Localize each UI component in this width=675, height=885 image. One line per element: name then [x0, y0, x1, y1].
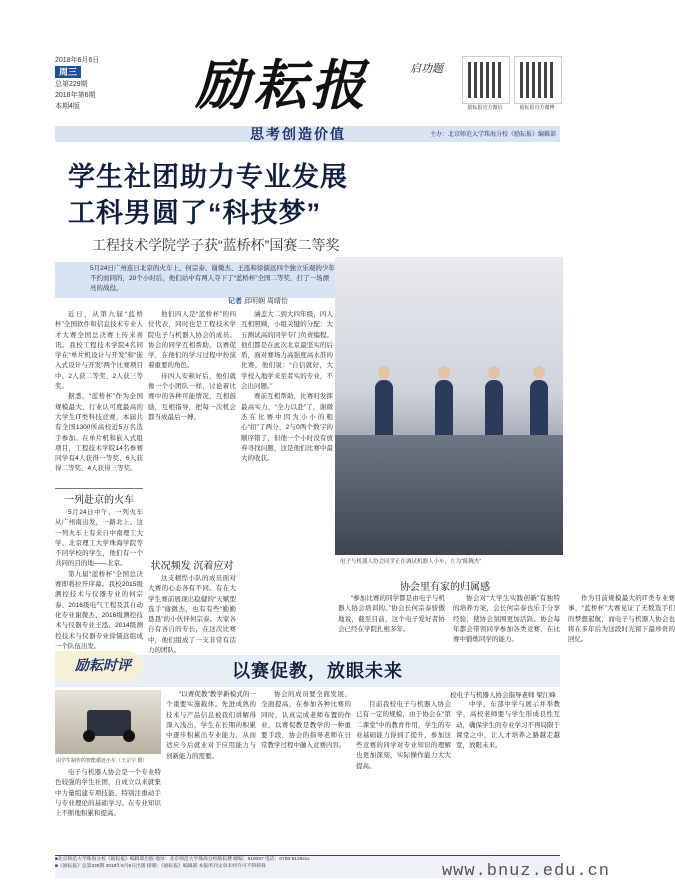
byline [228, 296, 288, 306]
paragraph: 近日，从第九届“蓝桥杯”全国软件和信息技术专业人才大赛全国总决赛上传来喜讯。我校工程技术学院4名同学在“单片机设计与开发”和“嵌入式设计与开发”两个比赛项目中，2人获二等奖、2人获三等奖。 [55, 311, 143, 391]
logo-signature: 启功题 [410, 62, 443, 75]
issue-date: 2018年6月6日 [55, 57, 100, 64]
subhead-belonging: 协会里有家的归属感 [400, 582, 490, 593]
headline-line-2: 工科男圆了“科技梦” [68, 198, 321, 228]
section2-col-5 [456, 700, 560, 850]
paragraph: 协会的成员要全面发展、全面提高，在参加各种比赛的同时，认真完成老师布置的作业，以赛促教是教学的一种重要手段，协会的指导老师在日常教学过程中融入竞赛内容。 [261, 691, 351, 750]
paragraph: 据悉，“蓝桥杯”作为全国规模最大、行业认可度最高的大学生IT类科技竞赛，本届共有全国1300所高校近5万名选手参加。在单片机和嵌入式组项目，工程技术学院14名参赛同学有4人获得一等奖、6人获得二等奖、4人获得三等奖。 [55, 393, 143, 473]
headline-line-1: 学生社团助力专业发展 [68, 162, 348, 192]
headline-subtitle: 工程技术学院学子获“蓝桥杯”国赛二等奖 [92, 237, 340, 253]
paragraph: 待四人安顿好后，他们就像一个小团队一样，讨论着比赛中的各种可能情况，互相鼓励，互相指导，把每一次机会都当成最后一搏。 [148, 372, 236, 421]
paragraph: 赛前互相帮助，比赛时发挥最高实力，“全力以赴”了，谢微杰在比赛中因为小小的粗心“扣”了两分，2与0两个数字的顺序错了，但他一个小时没有放弃寻找问题，这是他们比赛中最大的收获。 [241, 393, 333, 463]
section2-col-1 [55, 768, 161, 850]
article-col-1 [55, 310, 143, 480]
issue-pages: 本期4版 [55, 103, 80, 110]
article-col-2b [148, 574, 236, 655]
section2-col-4 [356, 700, 451, 850]
paragraph: “参加比赛的同学都是由电子与机器人协会培训的。”协会长何宗泰骄傲地说，截至目前，这个电子爱好者协会已经在学院扎根多年。 [338, 595, 445, 633]
section-headline: 以赛促教，放眼未来 [232, 661, 403, 682]
article-col-1b [55, 508, 143, 648]
qr-code-weibo[interactable] [514, 56, 562, 104]
footer-line-2: ■《励耘报》总第229期 2018年6月6日出版 排版：《励耘报》编辑部 本报所刊文章未经许可不得转载 [55, 864, 266, 869]
qr-caption-weibo: 励耘报官方微博 [519, 105, 555, 111]
subhead-calm: 状况频发 沉着应对 [150, 561, 234, 572]
newspaper-logo: 励耘报 [195, 53, 369, 117]
qr-code-wechat[interactable] [462, 56, 510, 104]
paragraph: 作为目前规模最大的IT类专业赛事，“蓝桥杯”大赛见证了无数选手们的梦想起航，而电子与机器人协会也将在多年后为这段时光留下最珍贵的回忆。 [568, 595, 675, 644]
robot-photo-caption: 由学生制作的智能循迹小车（王宗宇 摄） [56, 758, 148, 764]
watermark: www.bnuz.edu.cn [441, 862, 610, 881]
author-label: 校电子与机器人协会指导老师 梁江峰 [450, 692, 556, 699]
slogan: 思考创造价值 [250, 127, 346, 143]
paragraph: 电子与机器人协会是一个专业特色较强的学生社团，自成立以来就集中力量组建专项技能、特别注重动手与专业理论的基础学习。在专业知识上不断地积累和提高。 [55, 769, 161, 818]
robot-photo [55, 690, 161, 754]
lead-text: 5月24日广州连日北京的火车上，何宗泰、谢微杰、王泓和徐儒远四个独立乐观的少年不约而同的，20个小时后，他们站中有两人夺下了“蓝桥杯”全国二等奖，打了一场漂亮的战役。 [90, 265, 335, 292]
byline-label: 记者 [228, 298, 242, 305]
issue-info [55, 55, 165, 115]
main-photo-caption: 电子与机器人协会同学正在调试机器人小车，左为“陈腾杰” [340, 559, 482, 565]
main-photo [335, 257, 563, 555]
article-col-2 [148, 310, 236, 555]
article-col-4 [338, 594, 675, 650]
divider [55, 488, 143, 489]
issue-total: 总第229期 [55, 81, 88, 88]
issue-year: 2018年第6期 [55, 92, 96, 99]
article-col-3 [241, 310, 333, 648]
issue-weekday: 周三 [55, 66, 81, 78]
footer-line-1: ■北京师范大学珠海分校《励耘报》编辑部出版 地址：北京师范大学珠海分校励耘楼 邮编：519087 电话：0756-6126xxx [55, 857, 310, 862]
section2-col-2 [166, 690, 256, 850]
column-logo: 励耘时评 [55, 651, 143, 681]
paragraph: 5月24日中午，一列火车从广州南出发，一路北上。这一列火车上有来自中南理工大学、北京理工大学珠海学院等不同学校的学生，他们有一个共同的目的地——北京。 [55, 509, 143, 568]
paragraph: 中学，东部中学与展示并举教学，高校老师要与学生形成良性互动，确保学生的专业学习不再局限于课堂之中，让人才培养之路越走越宽，放眼未来。 [456, 701, 560, 750]
paragraph: 目前我校电子与机器人协会已有一定的规模，由于协会在“第二课堂”中的教育作用，学生的专业基础能力得到了提升，参加这些竞赛的同学对专业知识的理解也更加深刻，实际操作能力大大提高。 [356, 701, 451, 770]
paragraph: 这支精悍小队的成员面对大赛的心态各有不同。有在大学生赛前展现出稳健的“天赋型选手”谢微杰，也有有些“勤勤恳恳”的小伙伴何宗泰。大家各自有各自的专长，在这次比赛中，他们组成了一支非常有活力的团队。 [148, 575, 236, 655]
subhead-train: 一列赴京的火车 [64, 495, 134, 506]
qr-caption-wechat: 励耘报官方微信 [467, 105, 503, 111]
paragraph: 他们四人是“蓝桥杯”的四位代表，同时也是工程技术学院电子与机器人协会的成员。协会的同学互相帮助，以赛促学，在他们的学习过程中扮演着重要的角色。 [148, 311, 236, 370]
sponsor-note: 主办：北京师范大学珠海分校《励耘报》编辑部 [430, 132, 557, 138]
paragraph: 协会对“大学生实践创新”有独特的培养方案，会长何宗泰也乐于分享经验，使协会氛围更加活跃。协会每年都会带领同学参加各类竞赛，在比赛中锻炼同学的能力。 [453, 595, 560, 644]
section2-col-3 [261, 690, 351, 850]
byline-names: 邱明娴 周晴怡 [243, 298, 288, 305]
paragraph: “以赛促教”教学新模式的一个重要实施载体。先进成熟的技术与产品信息被我们讲解得深入浅出，学生在长期的积累中逐步积累出专业能力，从而适应今后就业对于应用能力与创新能力的需要。 [166, 691, 256, 760]
paragraph: 涵盖大二到大四年级，四人互相照顾，小组关键的分配：大五测试高的同学专门负责编程。他们都是在此次北京最坚实的后盾，面对赛场力高强度高水准的比赛，他们说：“自信就好，大学校入地学来至者实的专业，不会出问题。” [241, 311, 333, 391]
paragraph: 第九届“蓝桥杯”全国总决赛即将拉开序幕。我校2015级测控技术与仪器专业的何宗泰、2016级电气工程及其自动化专业谢微杰、2016级测控技术与仪器专业王泓、2014级测控技术与仪器专业徐儒远组成一个队伍出发。 [55, 570, 143, 650]
